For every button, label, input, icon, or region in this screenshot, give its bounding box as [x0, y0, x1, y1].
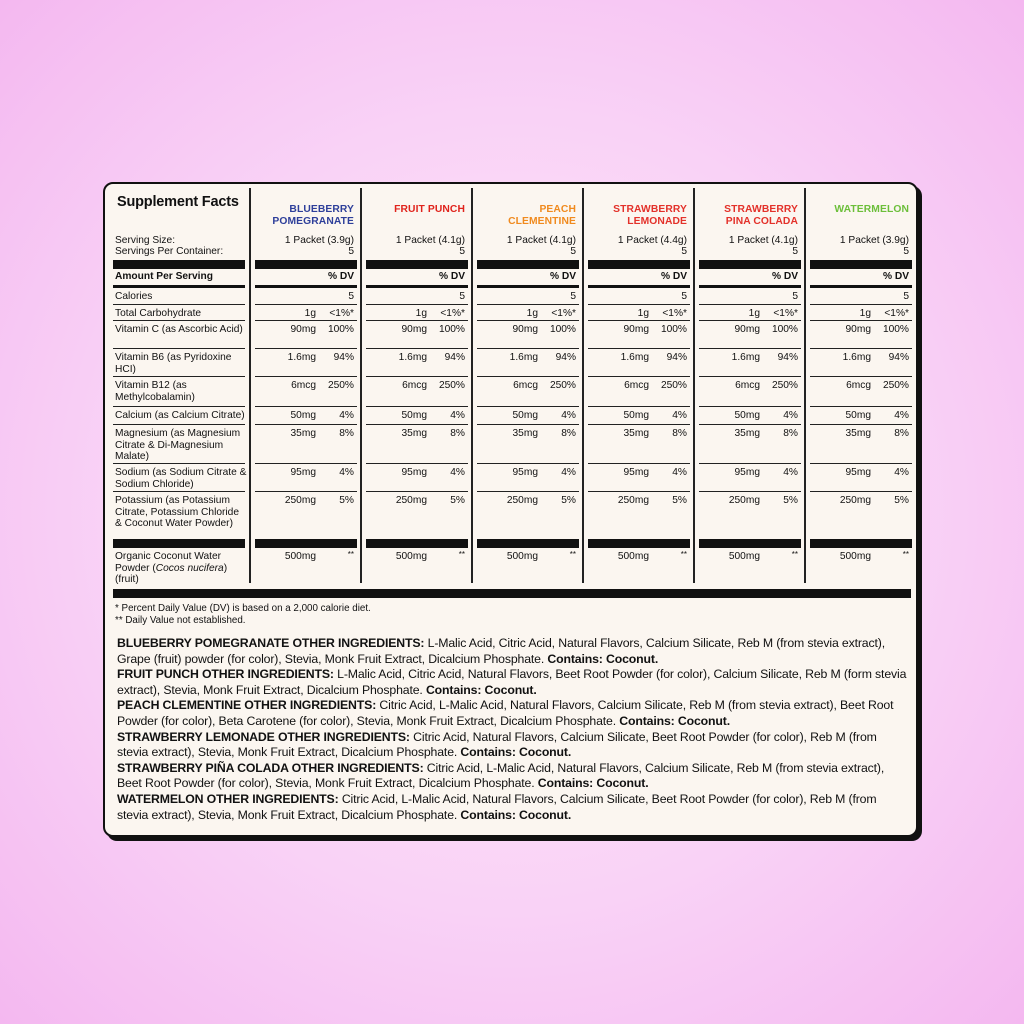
- ingredient-paragraph: [117, 636, 907, 667]
- row-divider: [588, 348, 690, 349]
- amount-value: 1g: [748, 308, 760, 319]
- amount-value: 1.6mg: [287, 352, 316, 363]
- flavor-header: BLUEBERRY POMEGRANATE: [272, 204, 354, 227]
- servings-value: 5: [792, 246, 798, 257]
- dv-value: 5: [459, 291, 465, 302]
- row-divider: [113, 491, 245, 492]
- row-divider: [113, 320, 245, 321]
- ingredient-text: Citric Acid, L-Malic Acid, Natural Flavors, Calcium Silicate, Reb M (from stevia extract), Beet Root Powder (for color), Beta Carotene (for color), Stevia, Monk Fruit Extract, Dicalcium Phosphate.: [117, 698, 894, 728]
- coconut-dv: **: [458, 550, 465, 559]
- thick-rule: [113, 539, 245, 548]
- dv-value: 8%: [672, 428, 687, 439]
- dv-value: 250%: [327, 380, 354, 391]
- dv-value: <1%*: [884, 308, 909, 319]
- amount-value: 6mcg: [735, 380, 760, 391]
- row-divider: [810, 424, 912, 425]
- row-divider: [477, 424, 579, 425]
- amount-value: 95mg: [623, 467, 649, 478]
- ingredient-heading: STRAWBERRY PIÑA COLADA OTHER INGREDIENTS:: [117, 760, 424, 775]
- amount-value: 35mg: [290, 428, 316, 439]
- thick-rule: [366, 539, 468, 548]
- flavor-header: STRAWBERRY PINA COLADA: [724, 204, 798, 227]
- row-divider: [366, 463, 468, 464]
- row-divider: [255, 320, 357, 321]
- servings-value: 5: [570, 246, 576, 257]
- coconut-label-main: Organic Coconut Water Powder (: [115, 551, 222, 574]
- nutrient-label: Calories: [115, 291, 153, 302]
- serving-size-value: 1 Packet (3.9g): [839, 235, 909, 246]
- amount-value: 1.6mg: [620, 352, 649, 363]
- nutrient-label: Calcium (as Calcium Citrate): [115, 410, 245, 421]
- coconut-amount: 500mg: [728, 551, 760, 562]
- amount-value: 250mg: [506, 495, 538, 506]
- dv-value: 250%: [882, 380, 909, 391]
- serving-size-value: 1 Packet (3.9g): [284, 235, 354, 246]
- dv-value: 94%: [777, 352, 798, 363]
- dv-value: 100%: [327, 324, 354, 335]
- ingredient-heading: FRUIT PUNCH OTHER INGREDIENTS:: [117, 667, 334, 682]
- amount-value: 95mg: [845, 467, 871, 478]
- ingredient-heading: WATERMELON OTHER INGREDIENTS:: [117, 791, 339, 806]
- dv-value: 4%: [561, 467, 576, 478]
- dv-value: 4%: [672, 467, 687, 478]
- row-divider: [588, 320, 690, 321]
- amount-value: 95mg: [734, 467, 760, 478]
- amount-value: 6mcg: [846, 380, 871, 391]
- contains-note: Contains: Coconut.: [547, 651, 659, 666]
- row-divider: [113, 304, 245, 305]
- serving-size-label: Serving Size:: [115, 235, 176, 246]
- row-divider: [255, 406, 357, 407]
- dv-header: % DV: [438, 271, 465, 282]
- row-divider: [366, 348, 468, 349]
- dv-value: <1%*: [662, 308, 687, 319]
- row-divider: [810, 406, 912, 407]
- row-divider: [699, 348, 801, 349]
- ingredient-text: Citric Acid, Natural Flavors, Calcium Silicate, Beet Root Powder (for color), Reb M (from stevia extract), Stevia, Monk Fruit Extract, Dicalcium Phosphate.: [117, 729, 877, 760]
- dv-value: 5: [570, 291, 576, 302]
- amount-value: 35mg: [512, 428, 538, 439]
- row-divider: [255, 348, 357, 349]
- row-divider: [477, 406, 579, 407]
- coconut-amount: 500mg: [395, 551, 427, 562]
- dv-value: 250%: [771, 380, 798, 391]
- contains-note: Contains: Coconut.: [619, 713, 730, 728]
- thick-rule: [477, 539, 579, 548]
- amount-value: 1g: [415, 308, 427, 319]
- dv-value: 4%: [894, 467, 909, 478]
- ingredient-paragraph: [117, 667, 907, 698]
- flavor-header: WATERMELON: [834, 204, 909, 215]
- amount-value: 250mg: [617, 495, 649, 506]
- amount-value: 250mg: [284, 495, 316, 506]
- coconut-label-italic: Cocos nucifera: [155, 562, 224, 574]
- thick-rule: [477, 260, 579, 269]
- amount-value: 6mcg: [402, 380, 427, 391]
- coconut-dv: **: [569, 550, 576, 559]
- row-divider: [477, 320, 579, 321]
- serving-size-value: 1 Packet (4.1g): [506, 235, 576, 246]
- row-divider: [255, 424, 357, 425]
- amount-value: 1.6mg: [842, 352, 871, 363]
- thick-rule: [810, 260, 912, 269]
- contains-note: Contains: Coconut.: [460, 745, 572, 760]
- row-divider: [255, 463, 357, 464]
- serving-size-value: 1 Packet (4.1g): [395, 235, 465, 246]
- row-divider: [366, 406, 468, 407]
- amount-value: 1.6mg: [509, 352, 538, 363]
- dv-value: 4%: [561, 410, 576, 421]
- amount-value: 50mg: [290, 410, 316, 421]
- dv-value: 94%: [555, 352, 576, 363]
- servings-value: 5: [459, 246, 465, 257]
- row-divider: [699, 304, 801, 305]
- row-divider: [588, 491, 690, 492]
- medium-rule: [255, 285, 357, 288]
- thick-rule: [588, 260, 690, 269]
- row-divider: [366, 304, 468, 305]
- dv-value: 4%: [894, 410, 909, 421]
- medium-rule: [366, 285, 468, 288]
- dv-value: 100%: [660, 324, 687, 335]
- amount-value: 250mg: [839, 495, 871, 506]
- dv-value: 5%: [561, 495, 576, 506]
- amount-value: 250mg: [395, 495, 427, 506]
- dv-value: 4%: [783, 467, 798, 478]
- coconut-dv: **: [347, 550, 354, 559]
- coconut-amount: 500mg: [284, 551, 316, 562]
- row-divider: [113, 376, 245, 377]
- coconut-dv: **: [791, 550, 798, 559]
- servings-per-container-label: Servings Per Container:: [115, 246, 224, 257]
- thick-rule: [255, 260, 357, 269]
- dv-value: 4%: [672, 410, 687, 421]
- contains-note: Contains: Coconut.: [537, 776, 649, 791]
- amount-value: 95mg: [512, 467, 538, 478]
- medium-rule: [477, 285, 579, 288]
- row-divider: [366, 491, 468, 492]
- flavor-header: PEACH CLEMENTINE: [508, 204, 576, 227]
- thick-rule: [588, 539, 690, 548]
- dv-header: % DV: [327, 271, 354, 282]
- thick-rule: [699, 539, 801, 548]
- amount-value: 90mg: [401, 324, 427, 335]
- nutrient-label: Vitamin B6 (as Pyridoxine HCI): [115, 352, 232, 375]
- contains-note: Contains: Coconut.: [460, 807, 572, 822]
- dv-value: 8%: [783, 428, 798, 439]
- dv-value: <1%*: [329, 308, 354, 319]
- medium-rule: [699, 285, 801, 288]
- dv-value: 100%: [438, 324, 465, 335]
- coconut-label-end: ) (fruit): [115, 562, 228, 585]
- row-divider: [699, 424, 801, 425]
- amount-value: 50mg: [401, 410, 427, 421]
- amount-value: 35mg: [845, 428, 871, 439]
- row-divider: [588, 304, 690, 305]
- dv-value: 4%: [450, 410, 465, 421]
- amount-value: 90mg: [512, 324, 538, 335]
- dv-header: % DV: [660, 271, 687, 282]
- dv-value: <1%*: [773, 308, 798, 319]
- amount-value: 90mg: [734, 324, 760, 335]
- row-divider: [699, 491, 801, 492]
- amount-value: 1g: [304, 308, 316, 319]
- thick-rule: [255, 539, 357, 548]
- flavor-header: FRUIT PUNCH: [394, 204, 465, 215]
- amount-value: 50mg: [734, 410, 760, 421]
- contains-note: Contains: Coconut.: [425, 682, 537, 697]
- dv-value: 5%: [894, 495, 909, 506]
- dv-value: 94%: [888, 352, 909, 363]
- ingredient-text: Citric Acid, L-Malic Acid, Natural Flavors, Calcium Silicate, Beet Root Powder (for color), Reb M (from stevia extract), Stevia, Monk Fruit Extract, Dicalcium Phosphate.: [117, 791, 877, 822]
- dv-value: 8%: [561, 428, 576, 439]
- dv-value: 250%: [549, 380, 576, 391]
- ingredient-text: L-Malic Acid, Citric Acid, Natural Flavors, Beet Root Powder (for color), Calcium Silicate, Reb M (form stevia extract), Stevia, Monk Fruit Extract, Dicalcium Phosphate.: [117, 667, 907, 697]
- dv-header: % DV: [771, 271, 798, 282]
- dv-value: 100%: [882, 324, 909, 335]
- amount-value: 90mg: [845, 324, 871, 335]
- row-divider: [588, 406, 690, 407]
- dv-value: 94%: [333, 352, 354, 363]
- ingredient-text: L-Malic Acid, Citric Acid, Natural Flavors, Calcium Silicate, Reb M (from stevia extract), Grape (fruit) powder (for color), Stevia, Monk Fruit Extract, Dicalcium Phosphate.: [117, 636, 885, 666]
- amount-value: 90mg: [290, 324, 316, 335]
- amount-value: 1.6mg: [731, 352, 760, 363]
- amount-value: 6mcg: [291, 380, 316, 391]
- ingredient-heading: BLUEBERRY POMEGRANATE OTHER INGREDIENTS:: [117, 636, 425, 650]
- amount-value: 1.6mg: [398, 352, 427, 363]
- dv-value: 250%: [438, 380, 465, 391]
- servings-value: 5: [348, 246, 354, 257]
- amount-value: 1g: [859, 308, 871, 319]
- dv-value: 8%: [450, 428, 465, 439]
- row-divider: [810, 463, 912, 464]
- dv-value: 5%: [450, 495, 465, 506]
- dv-value: 8%: [339, 428, 354, 439]
- coconut-dv: **: [680, 550, 687, 559]
- dv-value: 4%: [339, 410, 354, 421]
- row-divider: [477, 376, 579, 377]
- thick-rule: [113, 260, 245, 269]
- other-ingredients: [117, 636, 907, 823]
- flavor-header: STRAWBERRY LEMONADE: [613, 204, 687, 227]
- amount-value: 1g: [637, 308, 649, 319]
- row-divider: [366, 424, 468, 425]
- coconut-amount: 500mg: [839, 551, 871, 562]
- row-divider: [255, 376, 357, 377]
- ingredient-paragraph: [117, 761, 907, 792]
- amount-value: 6mcg: [513, 380, 538, 391]
- dv-value: 5: [792, 291, 798, 302]
- servings-value: 5: [903, 246, 909, 257]
- row-divider: [810, 376, 912, 377]
- dv-value: 5%: [672, 495, 687, 506]
- ingredient-paragraph: [117, 792, 907, 823]
- row-divider: [810, 304, 912, 305]
- amount-value: 35mg: [401, 428, 427, 439]
- dv-value: 4%: [783, 410, 798, 421]
- ingredient-heading: STRAWBERRY LEMONADE OTHER INGREDIENTS:: [117, 729, 410, 744]
- coconut-water-label: [115, 551, 245, 586]
- ingredient-paragraph: [117, 698, 907, 729]
- row-divider: [810, 320, 912, 321]
- thick-rule: [699, 260, 801, 269]
- amount-value: 95mg: [290, 467, 316, 478]
- nutrient-label: Total Carbohydrate: [115, 308, 202, 319]
- row-divider: [113, 463, 245, 464]
- dv-value: 250%: [660, 380, 687, 391]
- amount-value: 6mcg: [624, 380, 649, 391]
- medium-rule: [113, 285, 245, 288]
- ingredient-paragraph: [117, 730, 907, 761]
- dv-value: 5%: [783, 495, 798, 506]
- row-divider: [699, 406, 801, 407]
- coconut-dv: **: [902, 550, 909, 559]
- nutrient-label: Vitamin C (as Ascorbic Acid): [115, 324, 243, 335]
- row-divider: [113, 348, 245, 349]
- nutrient-label: Vitamin B12 (as Methylcobalamin): [115, 380, 195, 403]
- row-divider: [588, 424, 690, 425]
- dv-value: 4%: [450, 467, 465, 478]
- row-divider: [699, 463, 801, 464]
- footnote-not-established: ** Daily Value not established.: [115, 615, 246, 626]
- row-divider: [699, 376, 801, 377]
- amount-value: 35mg: [623, 428, 649, 439]
- amount-value: 35mg: [734, 428, 760, 439]
- row-divider: [477, 463, 579, 464]
- amount-per-serving-label: Amount Per Serving: [115, 271, 213, 282]
- supplement-facts-panel: [103, 182, 918, 837]
- row-divider: [699, 320, 801, 321]
- thick-rule: [810, 539, 912, 548]
- nutrient-label: Sodium (as Sodium Citrate & Sodium Chloride): [115, 467, 247, 490]
- thick-rule: [366, 260, 468, 269]
- panel-title: Supplement Facts: [117, 194, 239, 210]
- row-divider: [588, 376, 690, 377]
- amount-value: 90mg: [623, 324, 649, 335]
- bottom-thick-rule: [113, 589, 911, 598]
- footnote-dv: * Percent Daily Value (DV) is based on a 2,000 calorie diet.: [115, 603, 371, 614]
- dv-value: 100%: [771, 324, 798, 335]
- coconut-amount: 500mg: [617, 551, 649, 562]
- servings-value: 5: [681, 246, 687, 257]
- nutrient-label: Potassium (as Potassium Citrate, Potassium Chloride & Coconut Water Powder): [115, 495, 239, 529]
- nutrient-label: Magnesium (as Magnesium Citrate & Di-Magnesium Malate): [115, 428, 241, 462]
- dv-value: 5: [348, 291, 354, 302]
- row-divider: [477, 348, 579, 349]
- dv-value: 5: [681, 291, 687, 302]
- row-divider: [810, 491, 912, 492]
- row-divider: [255, 304, 357, 305]
- ingredient-heading: PEACH CLEMENTINE OTHER INGREDIENTS:: [117, 698, 377, 713]
- amount-value: 250mg: [728, 495, 760, 506]
- row-divider: [113, 406, 245, 407]
- medium-rule: [588, 285, 690, 288]
- row-divider: [366, 320, 468, 321]
- dv-header: % DV: [549, 271, 576, 282]
- dv-value: 5%: [339, 495, 354, 506]
- serving-size-value: 1 Packet (4.4g): [617, 235, 687, 246]
- dv-value: 5: [903, 291, 909, 302]
- dv-value: 100%: [549, 324, 576, 335]
- coconut-amount: 500mg: [506, 551, 538, 562]
- medium-rule: [810, 285, 912, 288]
- amount-value: 95mg: [401, 467, 427, 478]
- dv-value: 94%: [666, 352, 687, 363]
- dv-value: 94%: [444, 352, 465, 363]
- amount-value: 50mg: [845, 410, 871, 421]
- row-divider: [113, 424, 245, 425]
- ingredient-text: Citric Acid, L-Malic Acid, Natural Flavors, Calcium Silicate, Reb M (from stevia extract), Beet Root Powder (for color), Stevia, Monk Fruit Extract, Dicalcium Phosphate.: [117, 760, 885, 791]
- dv-value: 4%: [339, 467, 354, 478]
- amount-value: 50mg: [512, 410, 538, 421]
- dv-value: 8%: [894, 428, 909, 439]
- dv-value: <1%*: [440, 308, 465, 319]
- row-divider: [255, 491, 357, 492]
- serving-size-value: 1 Packet (4.1g): [728, 235, 798, 246]
- row-divider: [366, 376, 468, 377]
- row-divider: [477, 491, 579, 492]
- row-divider: [588, 463, 690, 464]
- amount-value: 1g: [526, 308, 538, 319]
- dv-header: % DV: [882, 271, 909, 282]
- row-divider: [810, 348, 912, 349]
- amount-value: 50mg: [623, 410, 649, 421]
- dv-value: <1%*: [551, 308, 576, 319]
- row-divider: [477, 304, 579, 305]
